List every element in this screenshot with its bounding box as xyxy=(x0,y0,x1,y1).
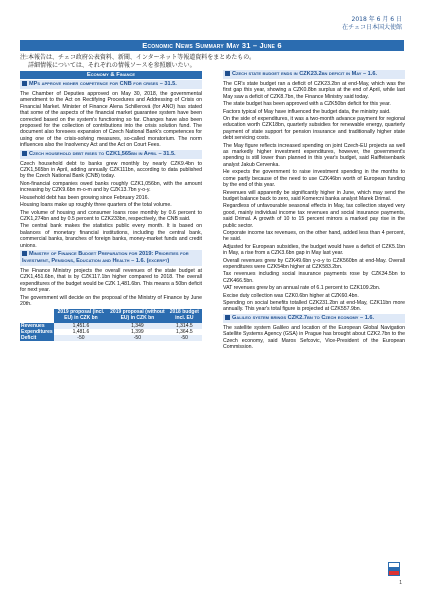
note-line-1: 注:本報告は、チェコ政府公表資料、新聞、インターネット等報道資料をまとめたもの。 xyxy=(20,54,256,61)
note-line-2: 詳細情報については、それぞれの情報ソースを参照願いたい。 xyxy=(28,61,196,69)
page-title: Economic News Summary May 31 – June 6 xyxy=(20,40,404,51)
table-cell: -50 xyxy=(167,335,202,341)
left-column xyxy=(20,71,202,341)
header-block xyxy=(342,16,402,32)
paragraph: The satellite system Galileo and location of the European Global Navigation Satellite Systems Agency (GSA) in Prague has brought about CZK2.7bn to the Czech economy, said Maros Sefcovic, Vice-President of the European Commission. xyxy=(223,324,405,351)
section-title-economy: Economy & Finance xyxy=(20,71,202,79)
article-title: MPs approve higher competence for CNB for crises – 31.5. xyxy=(29,81,177,87)
paragraph: Adjusted for European subsidies, the budget would have a deficit of CZK5.1bn in May, a rise from a CZK3.6bn gap in May last year. xyxy=(223,243,405,257)
paragraph: The May figure reflects increased spending on joint Czech-EU projects as well as markedly higher investment expenditures, however, the government's spending is still lower than planned in this year's budget, said Raiffeisenbank analyst Jakub Cervenka. xyxy=(223,142,405,168)
table-cell: 1,349 xyxy=(108,323,166,329)
report-date: 2018 年 6 月 6 日 xyxy=(351,16,402,23)
bullet-square-icon xyxy=(22,81,27,86)
paragraph: Tax revenues including social insurance payments rose by CZK34.5bn to CZK466.5bn. xyxy=(223,271,405,284)
paragraph: The central bank makes the statistics public every month. It is based on balances of monetary financial institutions, including the central bank, commercial banks, branches of foreign banks, money-market funds and credit unions. xyxy=(20,223,202,249)
paragraph: He expects the government to raise investment spending in the months to come partly because of the need to use CZK46bn worth of European funding by the end of this year. xyxy=(223,169,405,189)
table-cell: 1,364.5 xyxy=(167,329,202,335)
paragraph: Housing loans make up roughly three quarters of the total volume. xyxy=(20,202,172,209)
article-heading xyxy=(20,250,202,266)
paragraph: Household debt has been growing since February 2016. xyxy=(20,194,149,201)
paragraph: The Chamber of Deputies approved on May 30, 2018, the governmental amendment to the Act on Rectifying Procedures and Addressing of Crisis on Financial Market. Minister of Finance Alena Schillerová (for ANO) has stated that some of the aspects of the financial market guarantee system have been corrected based on the system's functioning so far. Changes have also been proposed for the collection of contributions into the crisis solution fund. The document also foresees expansion of Czech National Bank's competences for using one of the crisis-solving measures, so-called moratorium. The norm influences also the Insolvency Act and the Act on Court Fees. xyxy=(20,91,202,149)
bullet-square-icon xyxy=(22,151,27,156)
article-heading xyxy=(20,80,202,89)
paragraph: Spending on social benefits totalled CZK231.2bn at end-May, CZK11bn more annually. This year's total figure is projected at CZK557.9bn. xyxy=(223,300,405,313)
table-cell: 1,451.6 xyxy=(54,323,108,329)
right-column xyxy=(223,69,405,351)
row-label: Revenues xyxy=(20,323,54,329)
article-title: Ministry of Finance Budget Preparation for 2019: Priorities for Investment, Pensions, Education and Health – 1.6. (excerpt) xyxy=(22,250,189,264)
paragraph: Factors typical of May have influenced the budget data, the ministry said. xyxy=(223,108,391,115)
bullet-square-icon xyxy=(225,71,230,76)
page-number: 1 xyxy=(399,580,402,586)
paragraph: Czech household debt to banks grew monthly by nearly CZK9.4bn to CZK1,565bn in April, adding annually CZK111bn, according to data published by the Czech National Bank (CNB) today. xyxy=(20,160,202,180)
paragraph: The state budget has been approved with a CZK50bn deficit for this year. xyxy=(223,101,391,108)
table-row xyxy=(20,335,202,341)
paragraph: The government will decide on the proposal of the Ministry of Finance by June 20th. xyxy=(20,294,202,307)
paragraph: Excise duty collection was CZK0.6bn higher at CZK60.4bn. xyxy=(223,292,359,299)
paragraph: Overall revenues grew by CZK49.6bn y-o-y to CZK560bn at end-May. Overall expenditures were CZK54bn higher at CZK583.2bn. xyxy=(223,257,405,270)
table-header-cell: 2019 proposal (incl. EU) in CZK bn xyxy=(54,309,108,323)
paragraph: On the side of expenditures, it was a two-month advance payment for regional education worth CZK18bn, quarterly subsidies for renewable energy, quarterly payment of state support for pension insurance and traditionally higher state debt servicing costs. xyxy=(223,116,405,142)
flag-icon xyxy=(388,562,400,576)
article-title: Czech state budget ends in CZK23.2bn deficit in May – 1.6. xyxy=(232,71,377,77)
paragraph: Revenues will apparently be significantly higher in June, which may send the budget balance back to zero, said Komercni banka analyst Marek Drimal. xyxy=(223,189,405,202)
article-title: Czech household debt rises to CZK1,565bn in April – 31.5. xyxy=(29,150,176,157)
table-header-row xyxy=(20,309,202,323)
table-cell: -50 xyxy=(54,335,108,341)
paragraph: The Finance Ministry projects the overall revenues of the state budget at CZK1,451.6bn, that is by CZK117.1bn higher compared to 2018. The overall expenditures of the budget would be CZK 1,481.6bn. This means a 50bn deficit for next year. xyxy=(20,267,202,294)
table-cell: 1,399 xyxy=(108,329,166,335)
article-title: Galileo system brings CZK2.7bn to Czech economy – 1.6. xyxy=(232,314,375,321)
article-heading xyxy=(223,314,405,323)
paragraph: The volume of housing and consumer loans rose monthly by 0.6 percent to CZK1,274bn and by 0.5 percent to CZK233bn, respectively, the CNB said. xyxy=(20,209,202,222)
paragraph: Regardless of unfavourable seasonal effects in May, tax collection stayed very good, mainly individual income tax revenues and social insurance payments, said Drimal. A growth of 10 to 15 percent mirrors a marked pay rise in the public sector. xyxy=(223,203,405,229)
paragraph: VAT revenues grew by an annual rate of 6.1 percent to CZK109.2bn. xyxy=(223,285,381,292)
table-header-cell: 2019 proposal (without EU) in CZK bn xyxy=(108,309,166,323)
bullet-square-icon xyxy=(225,315,230,320)
table-cell: 1,314.5 xyxy=(167,323,202,329)
table-cell: 1,481.6 xyxy=(54,329,108,335)
table-cell: -50 xyxy=(108,335,166,341)
row-label: Deficit xyxy=(20,335,54,341)
table-header-cell xyxy=(20,309,54,323)
row-label: Expenditures xyxy=(21,328,53,335)
table-header-cell: 2018 budget incl. EU xyxy=(167,309,202,323)
paragraph: Non-financial companies owed banks roughly CZK1,056bn, with the amount increasing by CZK9.6bn m-o-m and by CZK13.7bn y-o-y. xyxy=(20,180,202,194)
disclaimer-note xyxy=(20,54,404,69)
bullet-square-icon xyxy=(22,251,27,256)
budget-table xyxy=(20,309,202,341)
article-heading xyxy=(20,150,202,159)
article-heading xyxy=(223,70,405,79)
paragraph: Corporate income tax revenues, on the other hand, added less than 4 percent, he said. xyxy=(223,229,405,243)
embassy-name: 在チェコ日本国大使館 xyxy=(342,24,402,31)
paragraph: The CR's state budget ran a deficit of CZK23.2bn at end-May, which was the first gap this year, showing a CZK0.8bn surplus at the end of April, while last May saw a deficit of CZK8.7bn, the Finance Ministry said today. xyxy=(223,81,405,100)
